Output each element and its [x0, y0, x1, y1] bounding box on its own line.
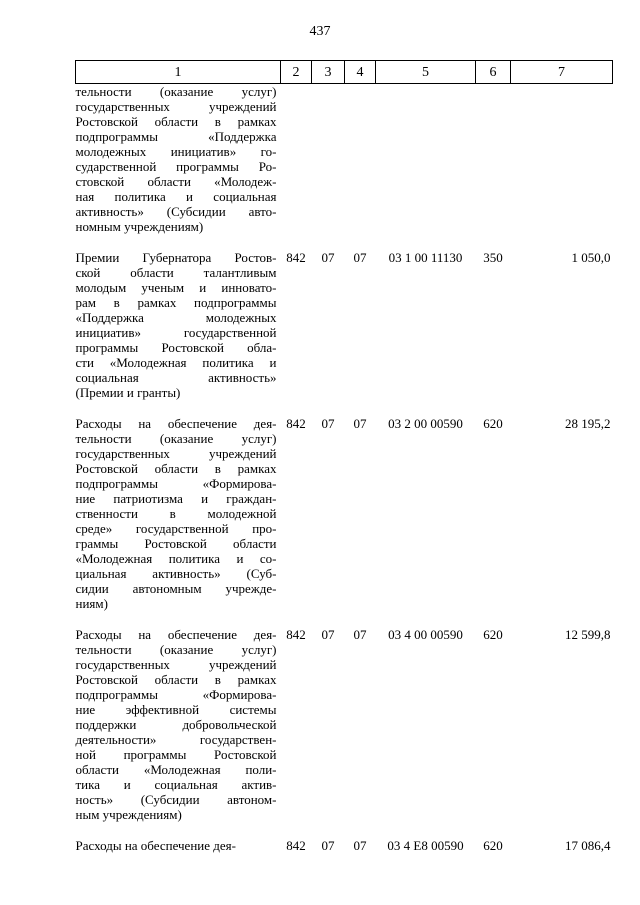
description-line: государственных учреждений [75, 446, 277, 461]
description-line: ная политика и социальная [75, 189, 277, 204]
description-line: рам в рамках подпрограммы [75, 295, 277, 310]
row-description [76, 627, 281, 838]
header-col-5: 5 [376, 61, 476, 84]
description-line: среде» государственной про- [75, 521, 277, 536]
description-line: поддержки добровольческой [75, 717, 277, 732]
amount: 12 599,8 [565, 627, 611, 642]
description-line: ской области талантливым [75, 265, 277, 280]
description-line: социальная активность» [75, 370, 277, 385]
ministry-code: 842 [286, 627, 306, 642]
subsection-code: 07 [353, 627, 367, 642]
amount: 1 050,0 [571, 250, 611, 265]
description-line: Расходы на обеспечение дея- [75, 627, 277, 642]
target-article-code: 03 4 00 00590 [388, 627, 463, 642]
description-line: тельности (оказание услуг) [75, 84, 277, 99]
page-number: 437 [309, 24, 331, 39]
ministry-code: 842 [286, 250, 306, 265]
description-line: подпрограммы «Формирова- [75, 687, 277, 702]
description-line: ность» (Субсидии автоном- [75, 792, 277, 807]
description-line: тельности (оказание услуг) [75, 642, 277, 657]
amount [511, 84, 613, 251]
target-article-code: 03 4 E8 00590 [387, 838, 464, 853]
header-col-7: 7 [511, 61, 613, 84]
description-line: ние патриотизма и граждан- [75, 491, 277, 506]
description-line: Ростовской области в рамках [75, 114, 277, 129]
description-line: ной программы Ростовской [75, 747, 277, 762]
description-line: ниям) [75, 596, 108, 611]
row-description [76, 84, 281, 251]
description-line: «Поддержка молодежных [75, 310, 277, 325]
description-line: циальная активность» (Суб- [75, 566, 277, 581]
target-article-code [376, 84, 476, 251]
header-col-6: 6 [476, 61, 511, 84]
description-line: молодежных инициатив» го- [75, 144, 277, 159]
description-line: стовской области «Молодеж- [75, 174, 277, 189]
row-description [76, 416, 281, 627]
header-col-1: 1 [76, 61, 281, 84]
subsection-code: 07 [353, 416, 367, 431]
ministry-code: 842 [286, 838, 306, 853]
target-article-code: 03 1 00 11130 [388, 250, 463, 265]
section-code [312, 84, 345, 251]
table-row [76, 416, 613, 627]
subsection-code [345, 84, 376, 251]
header-col-3: 3 [312, 61, 345, 84]
description-line: тельности (оказание услуг) [75, 431, 277, 446]
table-row [76, 84, 613, 251]
description-line: ние эффективной системы [75, 702, 277, 717]
target-article-code: 03 2 00 00590 [388, 416, 463, 431]
expense-type-code [476, 84, 511, 251]
table-body [76, 84, 613, 870]
description-line: активность» (Субсидии авто- [75, 204, 277, 219]
row-description [76, 838, 281, 869]
description-line: подпрограммы «Поддержка [75, 129, 277, 144]
row-description [76, 250, 281, 416]
table-row [76, 627, 613, 838]
description-line: государственных учреждений [75, 657, 277, 672]
description-line: сидии автономным учрежде- [75, 581, 277, 596]
description-line: сударственной программы Ро- [75, 159, 277, 174]
description-line: молодым ученым и инновато- [75, 280, 277, 295]
description-line: Премии Губернатора Ростов- [75, 250, 277, 265]
section-code: 07 [321, 627, 335, 642]
description-line: области «Молодежная поли- [75, 762, 277, 777]
section-code: 07 [321, 250, 335, 265]
amount: 17 086,4 [565, 838, 611, 853]
table-header-row [76, 61, 613, 84]
expense-type-code: 350 [483, 250, 503, 265]
description-line: инициатив» государственной [75, 325, 277, 340]
description-line: тика и социальная актив- [75, 777, 277, 792]
budget-table [75, 60, 613, 869]
description-line: номным учреждениям) [75, 219, 204, 234]
table-row [76, 250, 613, 416]
description-line: программы Ростовской обла- [75, 340, 277, 355]
ministry-code: 842 [286, 416, 306, 431]
description-line: государственных учреждений [75, 99, 277, 114]
description-line: ным учреждениям) [75, 807, 182, 822]
description-line: ственности в молодежной [75, 506, 277, 521]
table-row [76, 838, 613, 869]
description-line: граммы Ростовской области [75, 536, 277, 551]
description-line: Расходы на обеспечение дея- [75, 416, 277, 431]
description-line: Ростовской области в рамках [75, 672, 277, 687]
expense-type-code: 620 [483, 627, 503, 642]
section-code: 07 [321, 838, 335, 853]
description-line: «Молодежная политика и со- [75, 551, 277, 566]
description-line: подпрограммы «Формирова- [75, 476, 277, 491]
description-line: Расходы на обеспечение дея- [75, 838, 236, 853]
header-col-2: 2 [281, 61, 312, 84]
description-line: Ростовской области в рамках [75, 461, 277, 476]
section-code: 07 [321, 416, 335, 431]
expense-type-code: 620 [483, 416, 503, 431]
description-line: сти «Молодежная политика и [75, 355, 277, 370]
description-line: (Премии и гранты) [75, 385, 181, 400]
subsection-code: 07 [353, 838, 367, 853]
description-line: деятельности» государствен- [75, 732, 277, 747]
expense-type-code: 620 [483, 838, 503, 853]
amount: 28 195,2 [565, 416, 611, 431]
ministry-code [281, 84, 312, 251]
header-col-4: 4 [345, 61, 376, 84]
subsection-code: 07 [353, 250, 367, 265]
